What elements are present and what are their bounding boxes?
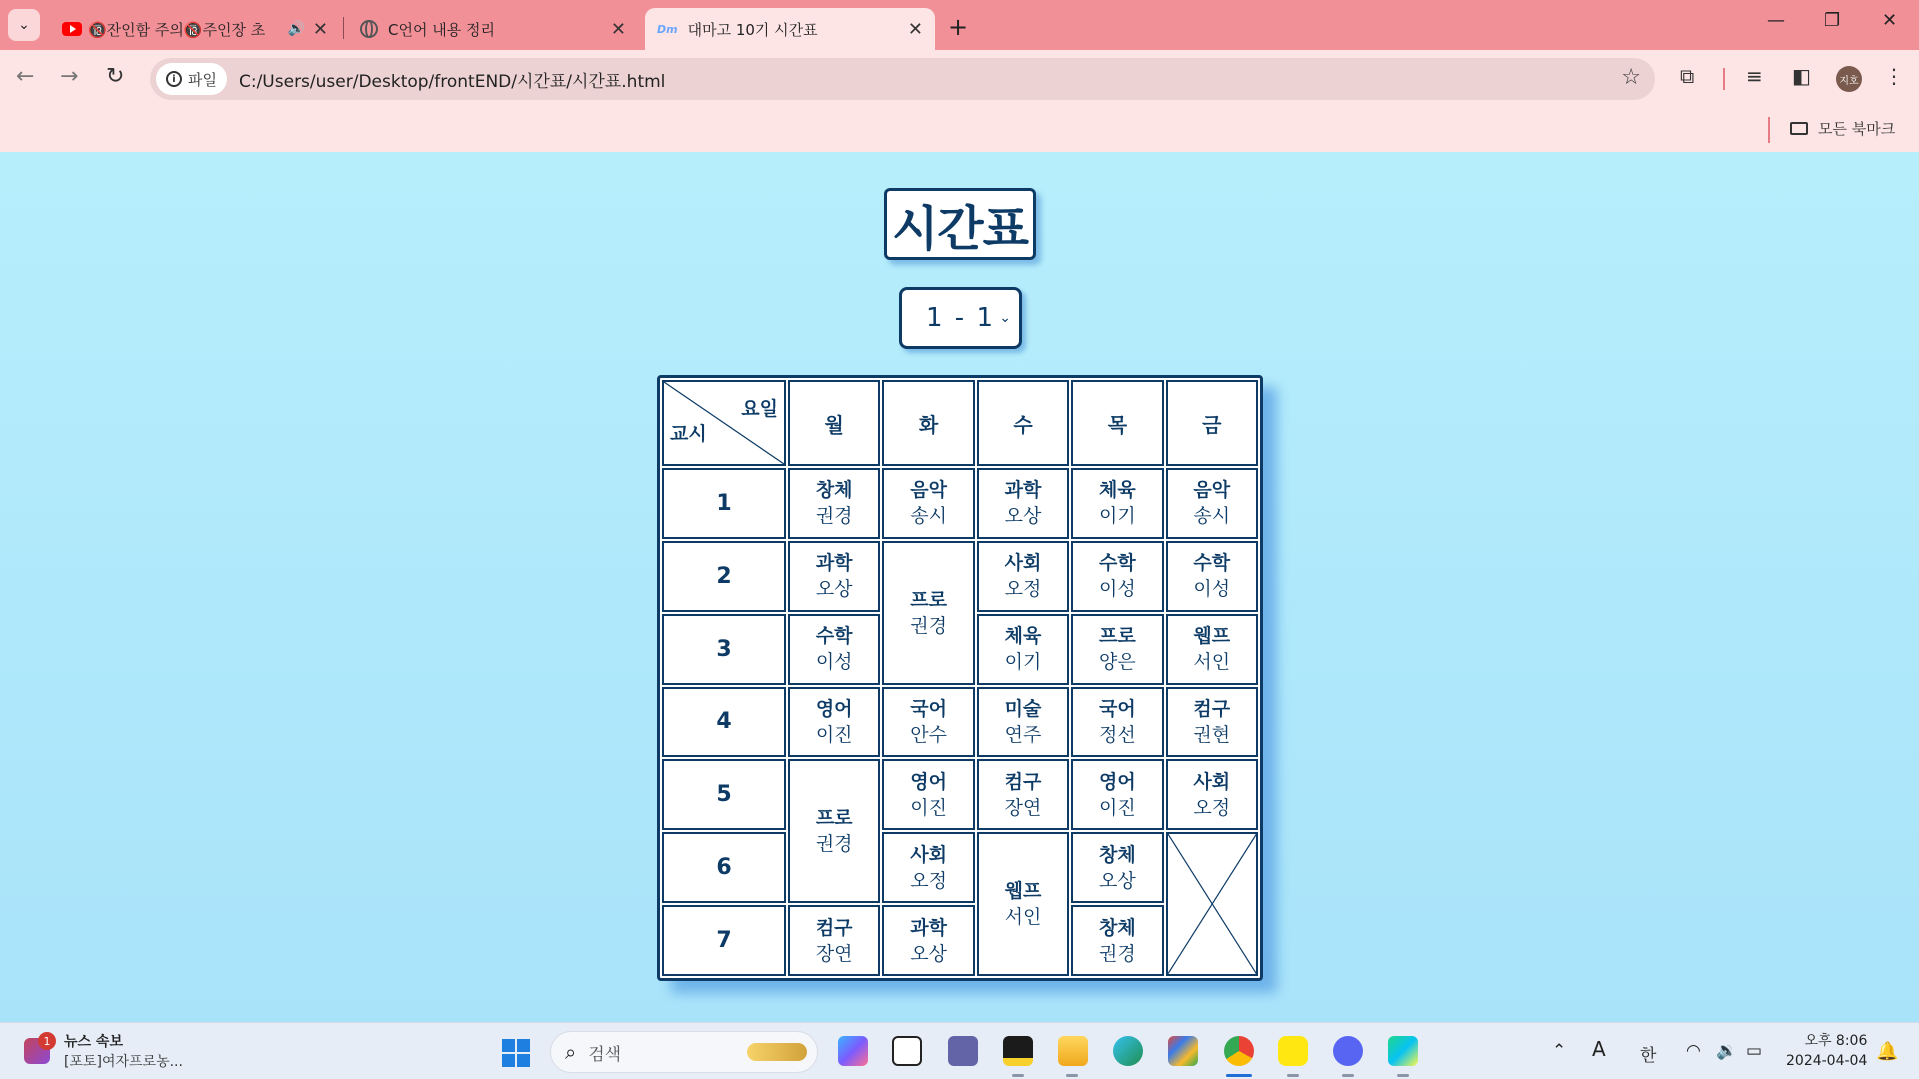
teacher-text: 오상 — [910, 942, 947, 965]
tray-chevron-up-icon[interactable]: ⌃ — [1552, 1041, 1567, 1061]
teacher-text: 장연 — [1004, 796, 1042, 819]
tab-search-button[interactable] — [8, 9, 40, 41]
subject-text: 수학 — [1193, 552, 1231, 575]
reload-icon[interactable]: ↻ — [106, 64, 125, 89]
subject-text: 미술 — [1004, 697, 1042, 720]
class-cell — [882, 759, 974, 830]
period-label: 7 — [662, 905, 786, 976]
restore-icon[interactable]: ❐ — [1824, 10, 1841, 31]
subject-text: 컴구 — [815, 916, 853, 939]
teacher-text: 이진 — [910, 796, 947, 819]
subject-text: 사회 — [1004, 552, 1042, 575]
file-explorer-icon[interactable] — [1058, 1036, 1088, 1066]
info-icon: i — [166, 71, 182, 87]
tab-close-icon[interactable]: ✕ — [610, 18, 626, 40]
class-cell — [1071, 905, 1163, 976]
class-cell — [1071, 832, 1163, 903]
teacher-text: 권경 — [815, 505, 853, 528]
windows-start-icon[interactable] — [502, 1039, 530, 1067]
subject-text: 사회 — [910, 843, 947, 866]
subject-text: 과학 — [815, 552, 853, 575]
task-view-icon[interactable] — [892, 1036, 922, 1066]
subject-text: 웹프 — [1004, 880, 1042, 903]
table-row — [662, 541, 1258, 612]
tab-strip — [0, 0, 1919, 50]
cross-mark-icon — [1168, 834, 1256, 974]
class-cell — [788, 541, 880, 612]
subject-text: 국어 — [1099, 697, 1136, 720]
tab-separator — [343, 17, 344, 39]
app-active-indicator — [1226, 1074, 1252, 1077]
subject-text: 웹프 — [1193, 625, 1231, 648]
teacher-text: 권현 — [1193, 723, 1231, 746]
page-title — [884, 188, 1036, 260]
subject-text: 체육 — [1099, 479, 1136, 502]
teacher-text: 권경 — [910, 614, 947, 637]
class-cell — [788, 687, 880, 758]
app-running-indicator — [1012, 1074, 1024, 1077]
class-cell — [1071, 687, 1163, 758]
timetable — [657, 375, 1263, 981]
subject-text: 국어 — [910, 697, 947, 720]
side-panel-icon[interactable]: ◧ — [1792, 64, 1811, 88]
subject-text: 영어 — [910, 770, 947, 793]
class-cell — [1166, 614, 1258, 685]
class-cell — [1071, 614, 1163, 685]
dm-favicon-icon: Dm — [657, 22, 678, 36]
notification-bell-icon[interactable]: 🔔 — [1876, 1041, 1899, 1062]
class-cell — [1071, 759, 1163, 830]
bookmark-star-icon[interactable]: ☆ — [1621, 65, 1641, 90]
subject-text: 체육 — [1004, 625, 1042, 648]
class-cell — [1166, 468, 1258, 539]
app-running-indicator — [1342, 1074, 1354, 1077]
globe-icon — [360, 20, 378, 38]
subject-text: 창체 — [1099, 916, 1136, 939]
wifi-icon[interactable]: ◠ — [1686, 1041, 1701, 1061]
discord-icon[interactable] — [1333, 1036, 1363, 1066]
subject-text: 창체 — [1099, 843, 1136, 866]
app-running-indicator — [1397, 1074, 1409, 1077]
class-cell — [1071, 541, 1163, 612]
subject-text: 프로 — [815, 807, 853, 830]
subject-text: 음악 — [910, 479, 947, 502]
tab-c-notes[interactable] — [348, 8, 638, 50]
period-label: 5 — [662, 759, 786, 830]
subject-text: 프로 — [910, 588, 947, 611]
chrome-icon[interactable] — [1224, 1036, 1254, 1066]
teacher-text: 이성 — [1193, 578, 1231, 601]
teacher-text: 정선 — [1099, 723, 1136, 746]
teacher-text: 송시 — [910, 505, 947, 528]
day-header: 금 — [1166, 380, 1258, 466]
class-cell — [977, 832, 1069, 976]
volume-icon[interactable]: 🔉 — [1716, 1041, 1738, 1061]
class-cell — [788, 468, 880, 539]
subject-text: 음악 — [1193, 479, 1231, 502]
day-header: 목 — [1071, 380, 1163, 466]
page-content — [0, 152, 1919, 1022]
class-cell — [882, 541, 974, 685]
taskbar — [0, 1022, 1919, 1079]
toolbar-separator — [1723, 68, 1725, 90]
chevron-down-icon: ⌄ — [18, 17, 30, 33]
period-label: 2 — [662, 541, 786, 612]
tab-close-icon[interactable]: ✕ — [312, 18, 328, 40]
menu-kebab-icon[interactable]: ⋮ — [1884, 64, 1904, 88]
teacher-text: 서인 — [1193, 651, 1231, 674]
news-widget[interactable] — [24, 1031, 183, 1071]
news-icon — [24, 1034, 51, 1064]
subject-text: 사회 — [1193, 770, 1231, 793]
forward-arrow-icon[interactable]: → — [60, 64, 79, 89]
copilot-icon[interactable] — [838, 1036, 868, 1066]
subject-text: 컴구 — [1004, 770, 1042, 793]
class-cell — [1166, 541, 1258, 612]
teacher-text: 이진 — [815, 723, 853, 746]
day-header: 월 — [788, 380, 880, 466]
subject-text: 과학 — [1004, 479, 1042, 502]
class-cell — [977, 614, 1069, 685]
teacher-text: 이기 — [1099, 505, 1136, 528]
profile-avatar[interactable]: 지호 — [1836, 66, 1862, 92]
new-tab-button[interactable]: + — [948, 13, 969, 41]
tab-title: 🔞잔인함 주의🔞주인장 초 — [88, 20, 266, 39]
teacher-text: 오상 — [1004, 505, 1042, 528]
app-running-indicator — [1066, 1074, 1078, 1077]
tab-close-icon[interactable]: ✕ — [907, 18, 923, 40]
class-cell — [977, 759, 1069, 830]
class-cell — [977, 468, 1069, 539]
period-label: 1 — [662, 468, 786, 539]
class-cell — [788, 614, 880, 685]
back-arrow-icon[interactable]: ← — [16, 64, 35, 89]
class-cell — [977, 541, 1069, 612]
class-cell — [1166, 687, 1258, 758]
teacher-text: 이성 — [1099, 578, 1136, 601]
kakaotalk-icon[interactable] — [1278, 1036, 1308, 1066]
ime-mode-a[interactable]: A — [1592, 1037, 1606, 1061]
sticky-notes-icon[interactable] — [1003, 1036, 1033, 1066]
url-text[interactable]: C:/Users/user/Desktop/frontEND/시간표/시간표.html — [238, 71, 666, 92]
table-row — [662, 380, 1258, 466]
search-icon: ⌕ — [565, 1040, 577, 1064]
tab-youtube[interactable] — [50, 8, 340, 50]
subject-text: 수학 — [1099, 552, 1136, 575]
bookmark-bar — [0, 108, 1919, 152]
period-label: 4 — [662, 687, 786, 758]
news-badge: 1 — [38, 1032, 56, 1050]
period-label: 3 — [662, 614, 786, 685]
teacher-text: 송시 — [1193, 505, 1231, 528]
bookmark-separator — [1768, 117, 1770, 143]
table-row — [662, 468, 1258, 539]
browser-toolbar — [0, 50, 1919, 108]
class-cell — [977, 687, 1069, 758]
teacher-text: 오정 — [910, 869, 947, 892]
teacher-text: 양은 — [1099, 651, 1136, 674]
all-bookmarks-button[interactable] — [1790, 118, 1895, 139]
class-cell — [882, 468, 974, 539]
tab-timetable[interactable] — [645, 8, 935, 50]
teacher-text: 오정 — [1004, 578, 1042, 601]
teacher-text: 권경 — [1099, 942, 1136, 965]
news-headline: [포토]여자프로농... — [64, 1054, 183, 1070]
clock-date: 2024-04-04 — [1786, 1053, 1868, 1069]
speaker-icon[interactable]: 🔊 — [287, 21, 305, 37]
taskbar-search[interactable] — [550, 1031, 818, 1073]
teacher-text: 이기 — [1004, 651, 1042, 674]
teacher-text: 안수 — [910, 723, 947, 746]
corner-period-label: 교시 — [670, 423, 707, 445]
teacher-text: 권경 — [815, 833, 853, 856]
webstorm-icon[interactable] — [1388, 1036, 1418, 1066]
ime-mode-han[interactable]: 한 — [1640, 1046, 1657, 1066]
subject-text: 영어 — [815, 697, 853, 720]
chevron-down-icon: ⌄ — [999, 310, 1011, 326]
tab-title: 대마고 10기 시간표 — [687, 20, 818, 39]
system-clock[interactable] — [1786, 1031, 1867, 1071]
class-select[interactable] — [899, 287, 1022, 349]
teacher-text: 서인 — [1004, 906, 1042, 929]
search-highlight-icon — [747, 1043, 807, 1061]
teacher-text: 연주 — [1004, 723, 1042, 746]
search-placeholder: 검색 — [588, 1044, 622, 1065]
teacher-text: 장연 — [815, 942, 853, 965]
teacher-text: 이진 — [1099, 796, 1136, 819]
subject-text: 창체 — [815, 479, 853, 502]
media-control-icon[interactable]: ≡ — [1746, 64, 1763, 88]
news-title: 뉴스 속보 — [64, 1034, 123, 1050]
timetable-table — [660, 378, 1260, 978]
subject-text: 수학 — [815, 625, 853, 648]
empty-cell — [1166, 832, 1258, 976]
clock-time: 오후 8:06 — [1804, 1033, 1868, 1049]
edge-icon[interactable] — [1113, 1036, 1143, 1066]
teams-icon[interactable] — [948, 1036, 978, 1066]
table-row — [662, 759, 1258, 830]
tab-title: C언어 내용 정리 — [388, 20, 495, 39]
table-row — [662, 832, 1258, 903]
extensions-icon[interactable]: ⧉ — [1680, 64, 1695, 88]
address-bar[interactable] — [150, 58, 1655, 100]
minimize-icon[interactable]: — — [1767, 10, 1785, 31]
class-select-value: 1 - 1 — [926, 303, 995, 333]
class-cell — [1071, 468, 1163, 539]
store-icon[interactable] — [1168, 1036, 1198, 1066]
table-row — [662, 687, 1258, 758]
corner-header — [662, 380, 786, 466]
all-bookmarks-label: 모든 북마크 — [1818, 120, 1896, 138]
teacher-text: 오상 — [1099, 869, 1136, 892]
class-cell — [1166, 759, 1258, 830]
site-info-label: 파일 — [188, 70, 217, 89]
period-label: 6 — [662, 832, 786, 903]
class-cell — [788, 905, 880, 976]
teacher-text: 이성 — [815, 651, 853, 674]
class-cell — [882, 832, 974, 903]
youtube-icon — [62, 22, 82, 36]
class-cell — [882, 905, 974, 976]
day-header: 화 — [882, 380, 974, 466]
battery-icon[interactable]: ▭ — [1746, 1041, 1763, 1061]
teacher-text: 오정 — [1193, 796, 1231, 819]
day-header: 수 — [977, 380, 1069, 466]
window-close-icon[interactable]: ✕ — [1882, 10, 1898, 31]
subject-text: 프로 — [1099, 625, 1136, 648]
subject-text: 컴구 — [1193, 697, 1231, 720]
subject-text: 영어 — [1099, 770, 1136, 793]
page-title-text: 시간표 — [891, 200, 1029, 257]
app-running-indicator — [1287, 1074, 1299, 1077]
folder-icon — [1790, 122, 1808, 135]
class-cell — [788, 759, 880, 903]
teacher-text: 오상 — [815, 578, 853, 601]
class-cell — [882, 687, 974, 758]
subject-text: 과학 — [910, 916, 947, 939]
corner-day-label: 요일 — [741, 398, 778, 420]
site-info-chip[interactable] — [156, 63, 227, 95]
